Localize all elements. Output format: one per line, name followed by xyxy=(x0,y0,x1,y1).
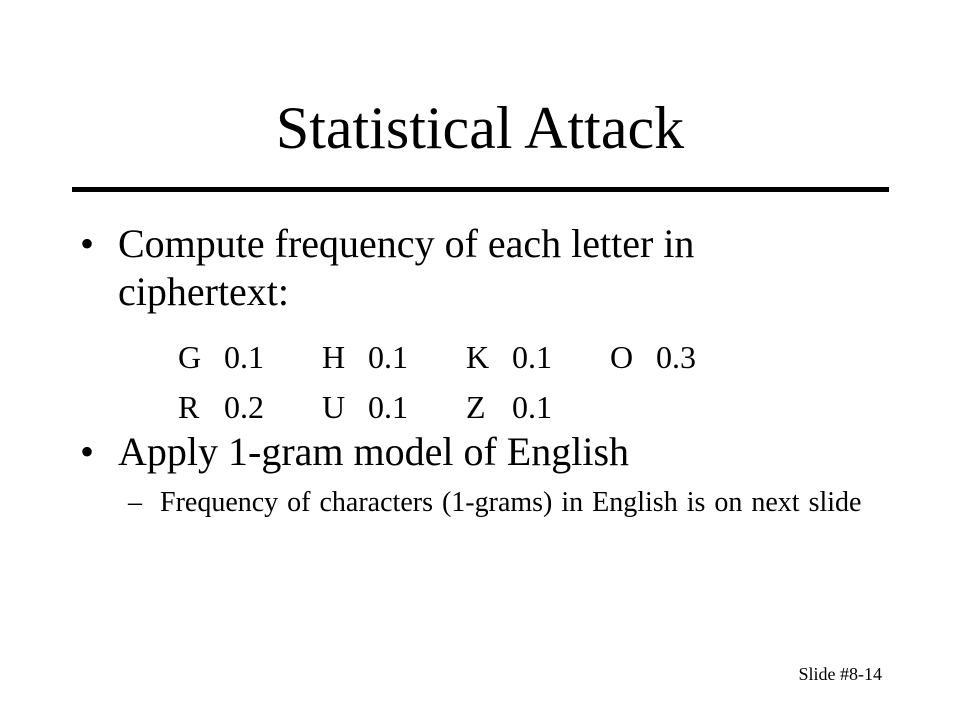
cipher-letter: K xyxy=(466,339,490,375)
bullet-compute-frequency xyxy=(80,220,780,316)
bullet-marker: • xyxy=(80,221,95,266)
letter-frequency: 0.2 xyxy=(224,389,264,425)
frequency-cell xyxy=(610,332,696,382)
sub-bullet-marker: – xyxy=(128,487,142,518)
sub-bullet-english-frequency xyxy=(128,486,868,520)
bullet-apply-model xyxy=(80,428,860,476)
cipher-letter: O xyxy=(610,339,634,375)
bullet-marker: • xyxy=(80,429,95,474)
letter-frequency: 0.3 xyxy=(656,339,696,375)
frequency-cell xyxy=(178,382,264,432)
cipher-letter: Z xyxy=(466,389,486,425)
bullet-text: Compute frequency of each letter in ciphertext: xyxy=(118,221,695,314)
letter-frequency: 0.1 xyxy=(224,339,264,375)
sub-bullet-text: Frequency of characters (1-grams) in English is on next slide xyxy=(160,487,862,518)
frequency-cell xyxy=(178,332,264,382)
slide-title: Statistical Attack xyxy=(275,95,685,161)
cipher-letter: G xyxy=(178,339,202,375)
frequency-cell xyxy=(466,332,552,382)
slide-number: Slide #8-14 xyxy=(798,664,882,684)
letter-frequency: 0.1 xyxy=(368,389,408,425)
letter-frequency: 0.1 xyxy=(512,339,552,375)
bullet-text: Apply 1-gram model of English xyxy=(118,429,630,474)
frequency-cell xyxy=(322,332,408,382)
cipher-letter: R xyxy=(178,389,200,425)
title-divider xyxy=(72,187,889,192)
cipher-letter: U xyxy=(322,389,346,425)
letter-frequency: 0.1 xyxy=(512,389,552,425)
cipher-letter: H xyxy=(322,339,346,375)
frequency-cell xyxy=(322,382,408,432)
frequency-cell xyxy=(466,382,552,432)
letter-frequency: 0.1 xyxy=(368,339,408,375)
